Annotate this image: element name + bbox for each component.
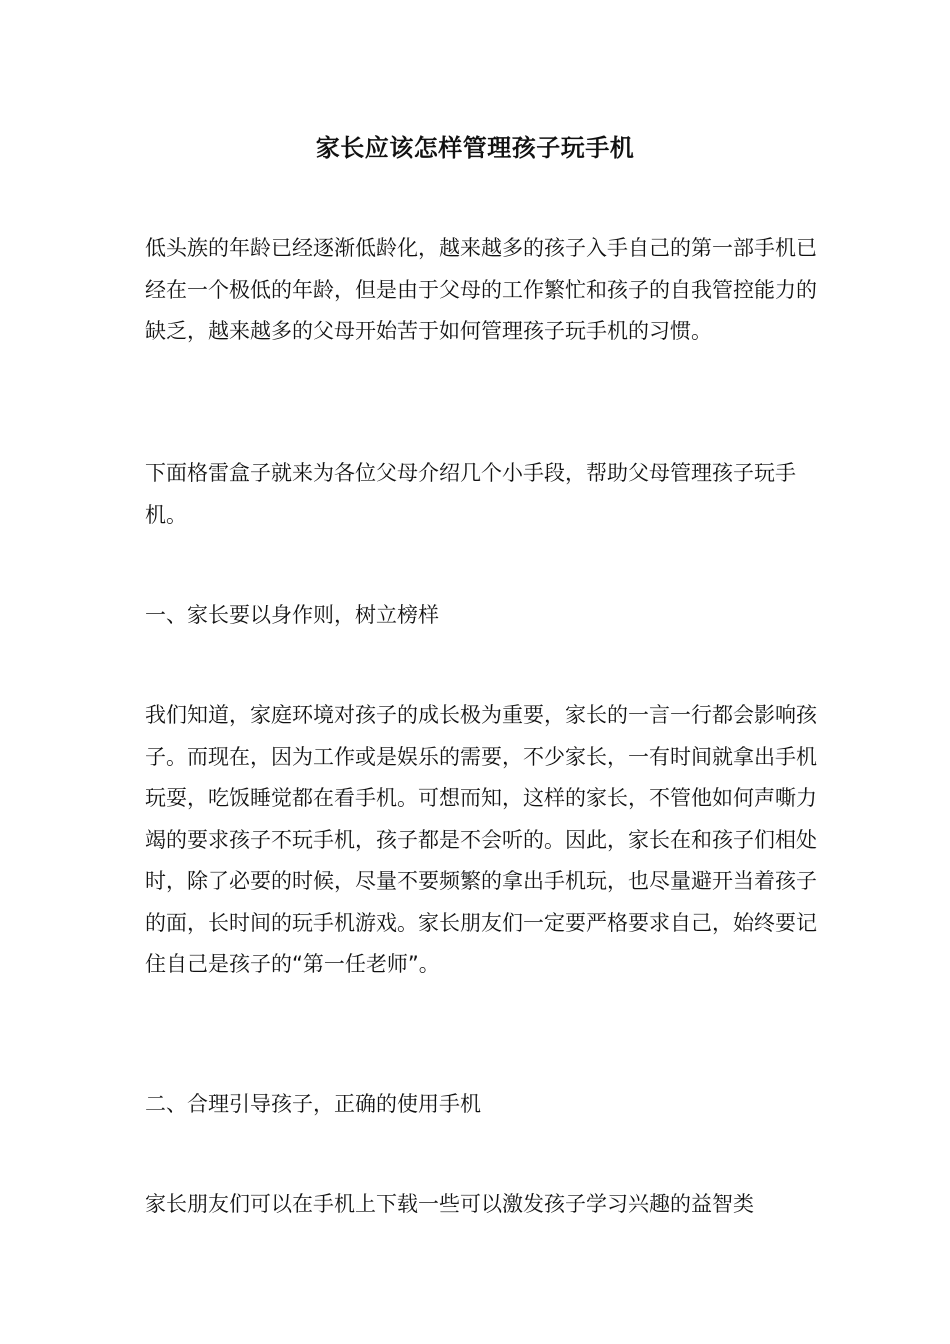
paragraph-overview: 下面格雷盒子就来为各位父母介绍几个小手段，帮助父母管理孩子玩手机。 — [145, 461, 796, 527]
section-heading-1: 一、家长要以身作则，树立榜样 — [145, 603, 439, 627]
document-title: 家长应该怎样管理孩子玩手机 — [315, 134, 635, 162]
paragraph-section-1: 我们知道，家庭环境对孩子的成长极为重要，家长的一言一行都会影响孩子。而现在，因为工作或是娱乐的需要，不少家长，一有时间就拿出手机玩耍，吃饭睡觉都在看手机。可想而知，这样的家长，不管他如何声嘶力竭的要求孩子不玩手机，孩子都是不会听的。因此，家长在和孩子们相处时，除了必要的时候，尽量不要频繁的拿出手机玩，也尽量避开当着孩子的面，长时间的玩手机游戏。家长朋友们一定要严格要求自己，始终要记住自己是孩子的“第一任老师”。 — [145, 703, 817, 976]
paragraph-intro: 低头族的年龄已经逐渐低龄化，越来越多的孩子入手自己的第一部手机已经在一个极低的年龄，但是由于父母的工作繁忙和孩子的自我管控能力的缺乏，越来越多的父母开始苦于如何管理孩子玩手机的习惯。 — [145, 236, 817, 343]
paragraph-section-2: 家长朋友们可以在手机上下载一些可以激发孩子学习兴趣的益智类 — [145, 1192, 754, 1216]
section-heading-2: 二、合理引导孩子，正确的使用手机 — [145, 1092, 481, 1116]
